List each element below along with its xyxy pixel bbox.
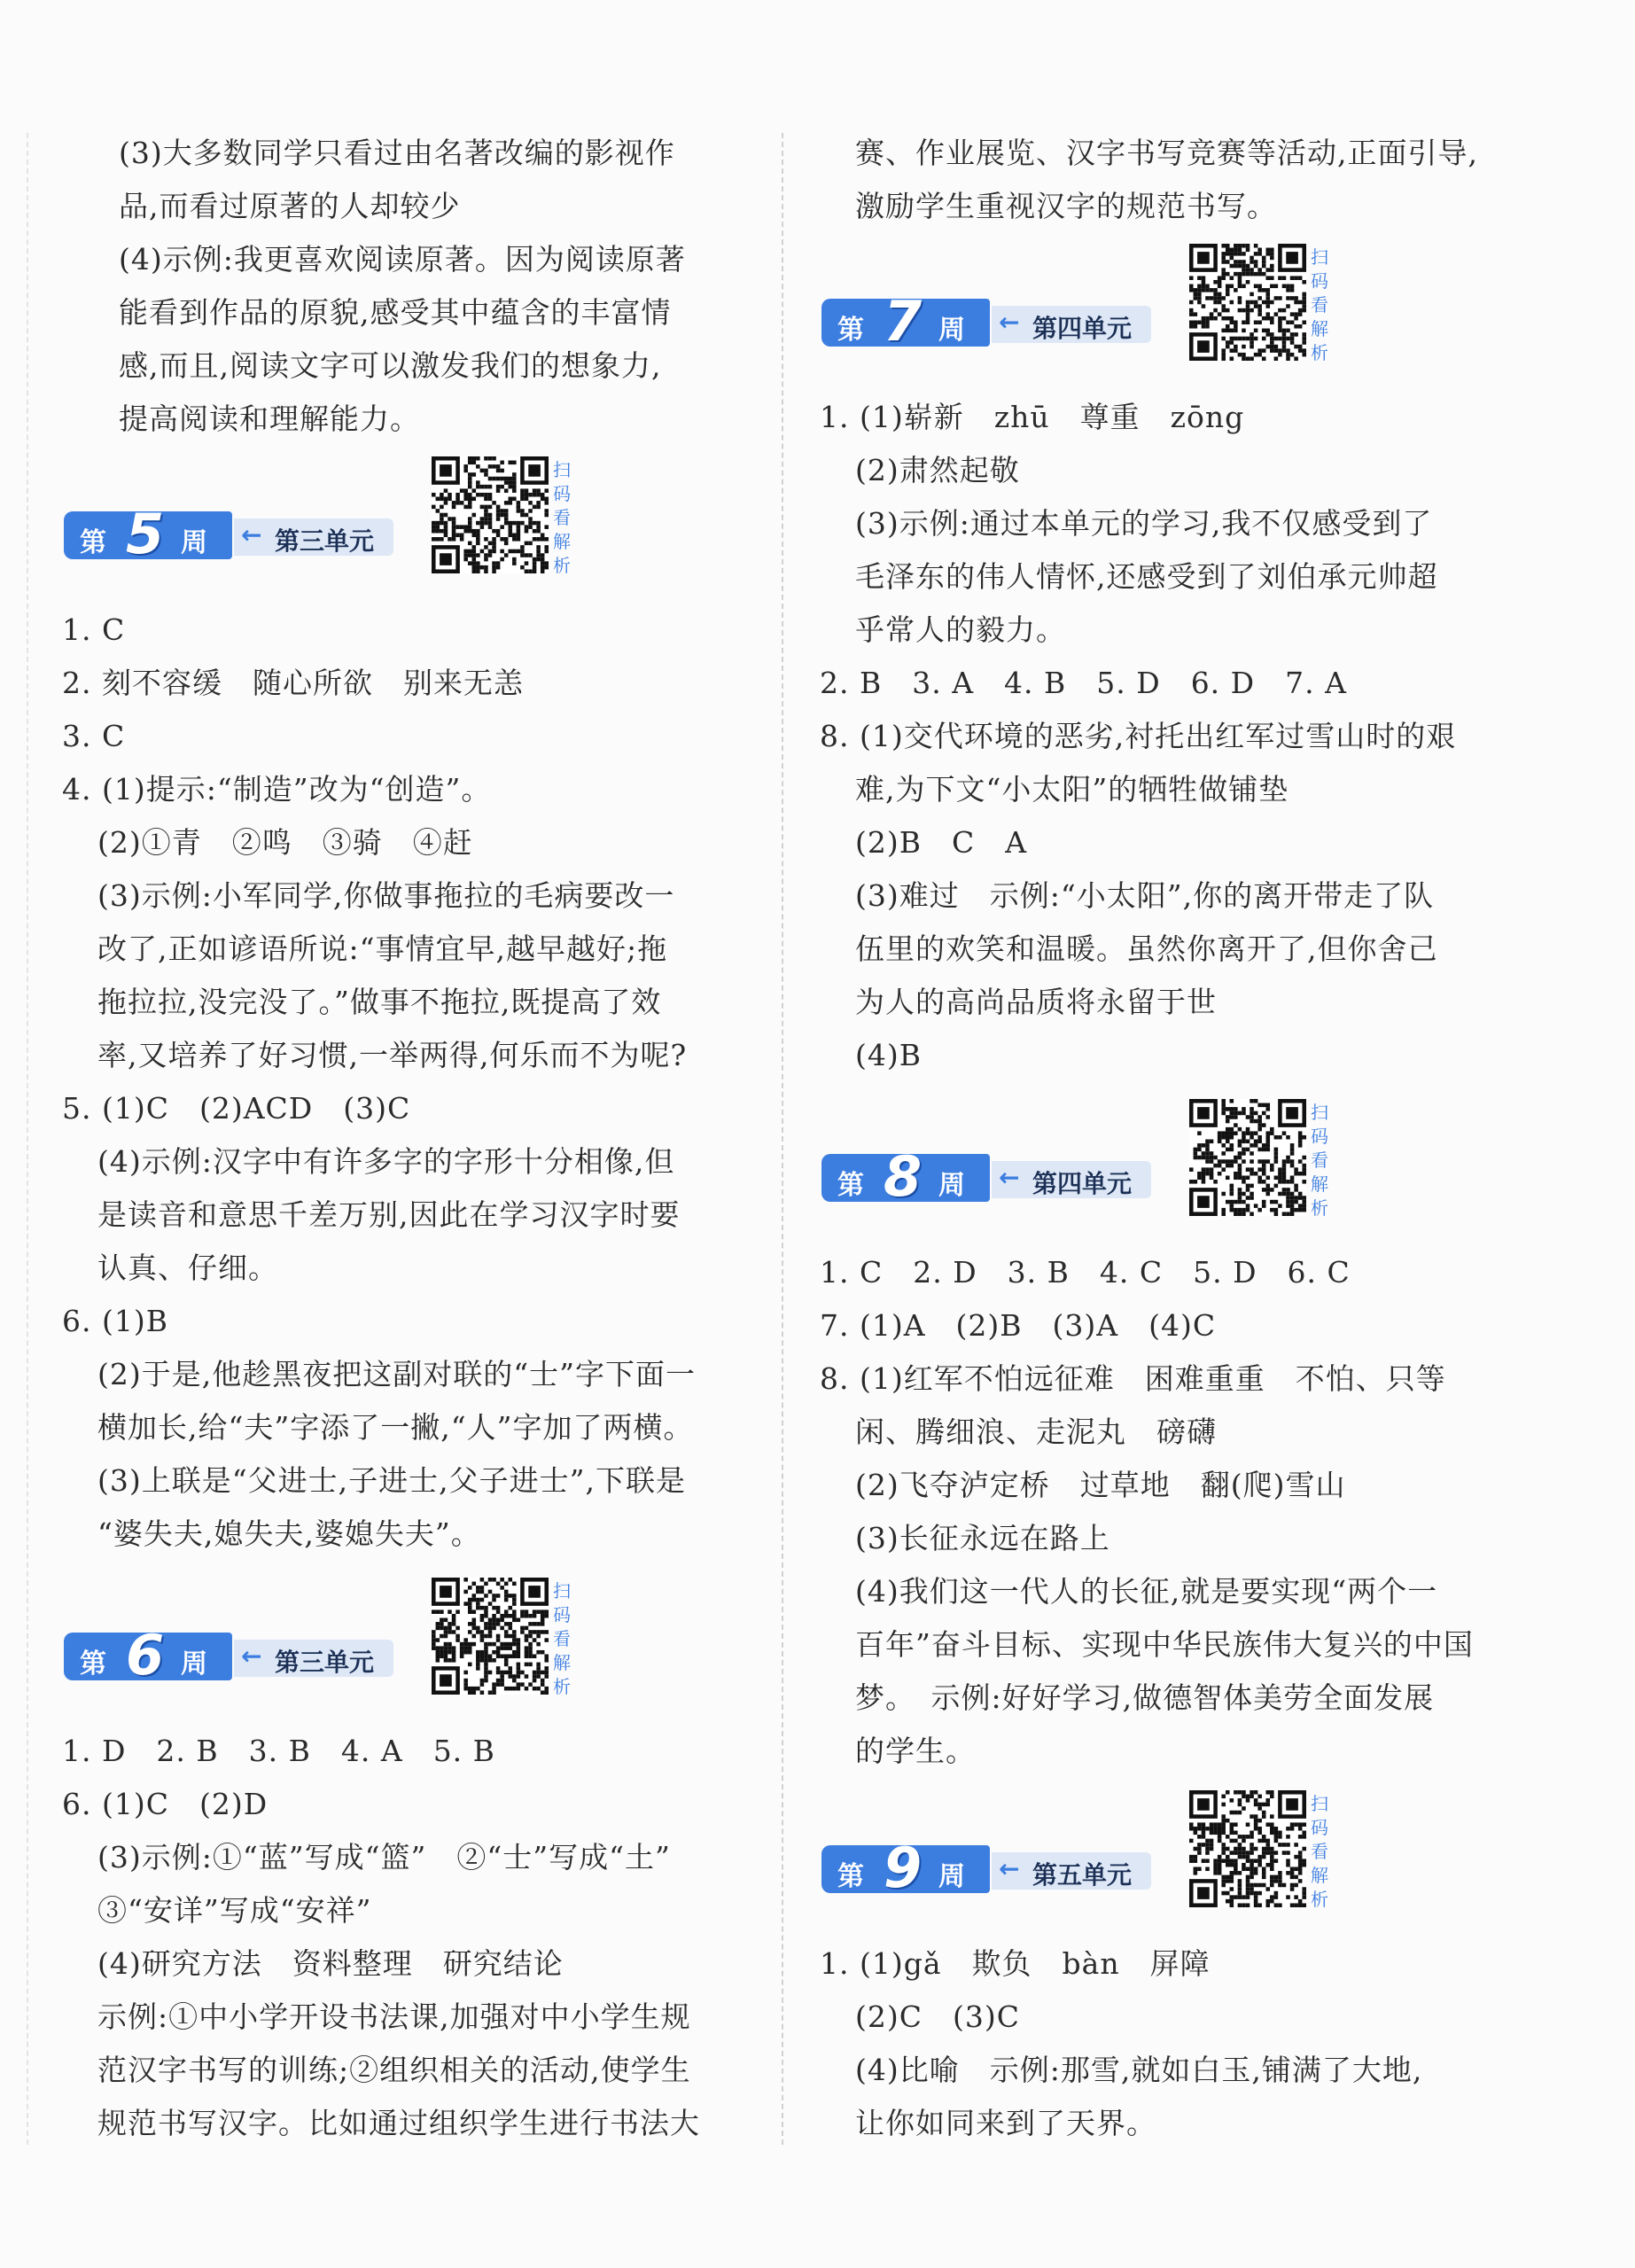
answer-line: (3)示例:通过本单元的学习,我不仅感受到了 (855, 506, 1433, 541)
answer-line: 8. (1)红军不怕远征难 困难重重 不怕、只等 (820, 1361, 1446, 1396)
column-divider (782, 133, 783, 2145)
answer-line: (4)B (855, 1038, 922, 1072)
week-header-7 (821, 244, 1353, 386)
answer-line: 6. (1)B (62, 1304, 168, 1338)
qr-label: 扫码看解析 (1311, 1102, 1328, 1219)
answer-line: 横加长,给“夫”字添了一撇,“人”字加了两横。 (97, 1410, 694, 1445)
answer-line: 规范书写汉字。比如通过组织学生进行书法大 (97, 2106, 700, 2140)
text-line: 品,而看过原著的人却较少 (119, 189, 461, 223)
answer-line: 6. (1)C (2)D (62, 1787, 269, 1821)
answer-line: 伍里的欢笑和温暖。虽然你离开了,但你舍己 (855, 931, 1438, 966)
answer-line: 率,又培养了好习惯,一举两得,何乐而不为呢? (97, 1038, 688, 1072)
text-line: 能看到作品的原貌,感受其中蕴含的丰富情 (119, 295, 672, 330)
answer-line: (4)我们这一代人的长征,就是要实现“两个一 (855, 1574, 1438, 1609)
answer-line: 5. (1)C (2)ACD (3)C (62, 1091, 411, 1126)
qr-label: 扫码看解析 (553, 1580, 571, 1697)
week-header-8 (821, 1099, 1353, 1241)
answer-line: (3)示例:小军同学,你做事拖拉的毛病要改一 (97, 878, 675, 913)
answer-line: 为人的高尚品质将永留于世 (855, 985, 1217, 1019)
answer-line: (3)示例:①“蓝”写成“篮” ②“士”写成“土” (97, 1840, 671, 1874)
unit-label: ← 第三单元 (234, 1640, 393, 1677)
unit-label: ← 第四单元 (992, 306, 1151, 343)
answer-line: (2)①青 ②鸣 ③骑 ④赶 (97, 825, 473, 860)
answer-line: (3)长征永远在路上 (855, 1521, 1110, 1555)
text-line: (3)大多数同学只看过由名著改编的影视作 (119, 136, 675, 170)
qr-code-icon[interactable] (432, 456, 549, 573)
unit-label: ← 第五单元 (992, 1852, 1151, 1890)
week-header-5 (64, 456, 596, 598)
qr-code-icon[interactable] (1189, 244, 1306, 361)
answer-line: 2. 刻不容缓 随心所欲 别来无恙 (62, 666, 524, 700)
answer-line: (2)肃然起敬 (855, 453, 1020, 487)
answer-line: 3. C (62, 719, 126, 753)
answer-line: 1. D 2. B 3. B 4. A 5. B (62, 1734, 495, 1768)
answer-line: (2)B C A (855, 825, 1028, 860)
qr-code-icon[interactable] (1189, 1099, 1306, 1216)
answer-line: 1. (1)崭新 zhū 尊重 zōng (820, 400, 1245, 434)
page-edge-line (27, 133, 28, 2145)
answer-line: 拖拉拉,没完没了。”做事不拖拉,既提高了效 (97, 985, 662, 1019)
qr-label: 扫码看解析 (1311, 1793, 1328, 1910)
week-header-9 (821, 1790, 1353, 1932)
answer-line: (4)比喻 示例:那雪,就如白玉,铺满了大地, (855, 2053, 1423, 2087)
answer-line: (2)飞夺泸定桥 过草地 翻(爬)雪山 (855, 1468, 1346, 1502)
week-badge: 第 8 周 (821, 1154, 990, 1202)
week-badge: 第 6 周 (64, 1633, 232, 1680)
answer-line: 改了,正如谚语所说:“事情宜早,越早越好;拖 (97, 931, 668, 966)
answer-line: (2)于是,他趁黑夜把这副对联的“士”字下面一 (97, 1357, 696, 1391)
answer-line: 范汉字书写的训练;②组织相关的活动,使学生 (97, 2053, 691, 2087)
text-line: 提高阅读和理解能力。 (119, 401, 420, 436)
qr-label: 扫码看解析 (1311, 246, 1328, 363)
answer-line: 4. (1)提示:“制造”改为“创造”。 (62, 772, 492, 807)
qr-label: 扫码看解析 (553, 459, 571, 576)
text-line: 赛、作业展览、汉字书写竞赛等活动,正面引导, (855, 136, 1478, 170)
answer-line: 示例:①中小学开设书法课,加强对中小学生规 (97, 1999, 691, 2034)
answer-line: 毛泽东的伟人情怀,还感受到了刘伯承元帅超 (855, 559, 1438, 594)
answer-line: 1. C (62, 612, 126, 647)
answer-line: 2. B 3. A 4. B 5. D 6. D 7. A (820, 666, 1347, 700)
text-line: 感,而且,阅读文字可以激发我们的想象力, (119, 348, 662, 383)
text-line: 激励学生重视汉字的规范书写。 (855, 189, 1277, 223)
answer-line: “婆失夫,媳失夫,婆媳失夫”。 (97, 1516, 481, 1551)
answer-line: 1. (1)gǎ 欺负 bàn 屏障 (820, 1946, 1211, 1981)
answer-line: 7. (1)A (2)B (3)A (4)C (820, 1308, 1217, 1343)
week-badge: 第 5 周 (64, 511, 232, 559)
week-badge: 第 7 周 (821, 299, 990, 347)
answer-line: 让你如同来到了天界。 (855, 2106, 1156, 2140)
qr-code-icon[interactable] (1189, 1790, 1306, 1907)
week-badge: 第 9 周 (821, 1845, 990, 1893)
answer-line: 是读音和意思千差万别,因此在学习汉字时要 (97, 1197, 681, 1232)
answer-line: (4)研究方法 资料整理 研究结论 (97, 1946, 564, 1981)
answer-line: 的学生。 (855, 1734, 976, 1768)
unit-label: ← 第三单元 (234, 518, 393, 556)
answer-line: (4)示例:汉字中有许多字的字形十分相像,但 (97, 1144, 675, 1179)
answer-line: 难,为下文“小太阳”的牺牲做铺垫 (855, 772, 1289, 807)
answer-line: 闲、腾细浪、走泥丸 磅礴 (855, 1415, 1217, 1449)
answer-line: 8. (1)交代环境的恶劣,衬托出红军过雪山时的艰 (820, 719, 1457, 753)
unit-label: ← 第四单元 (992, 1161, 1151, 1198)
answer-line: (2)C (3)C (855, 1999, 1020, 2034)
answer-line: 认真、仔细。 (97, 1251, 278, 1285)
answer-line: 1. C 2. D 3. B 4. C 5. D 6. C (820, 1255, 1351, 1290)
answer-line: (3)上联是“父进士,子进士,父子进士”,下联是 (97, 1463, 686, 1498)
answer-line: ③“安详”写成“安祥” (97, 1893, 372, 1928)
week-header-6 (64, 1578, 596, 1719)
answer-line: 乎常人的毅力。 (855, 612, 1066, 647)
answer-line: 百年”奋斗目标、实现中华民族伟大复兴的中国 (855, 1627, 1474, 1662)
text-line: (4)示例:我更喜欢阅读原著。因为阅读原著 (119, 242, 686, 277)
qr-code-icon[interactable] (432, 1578, 549, 1695)
answer-line: (3)难过 示例:“小太阳”,你的离开带走了队 (855, 878, 1435, 913)
answer-line: 梦。 示例:好好学习,做德智体美劳全面发展 (855, 1680, 1435, 1715)
